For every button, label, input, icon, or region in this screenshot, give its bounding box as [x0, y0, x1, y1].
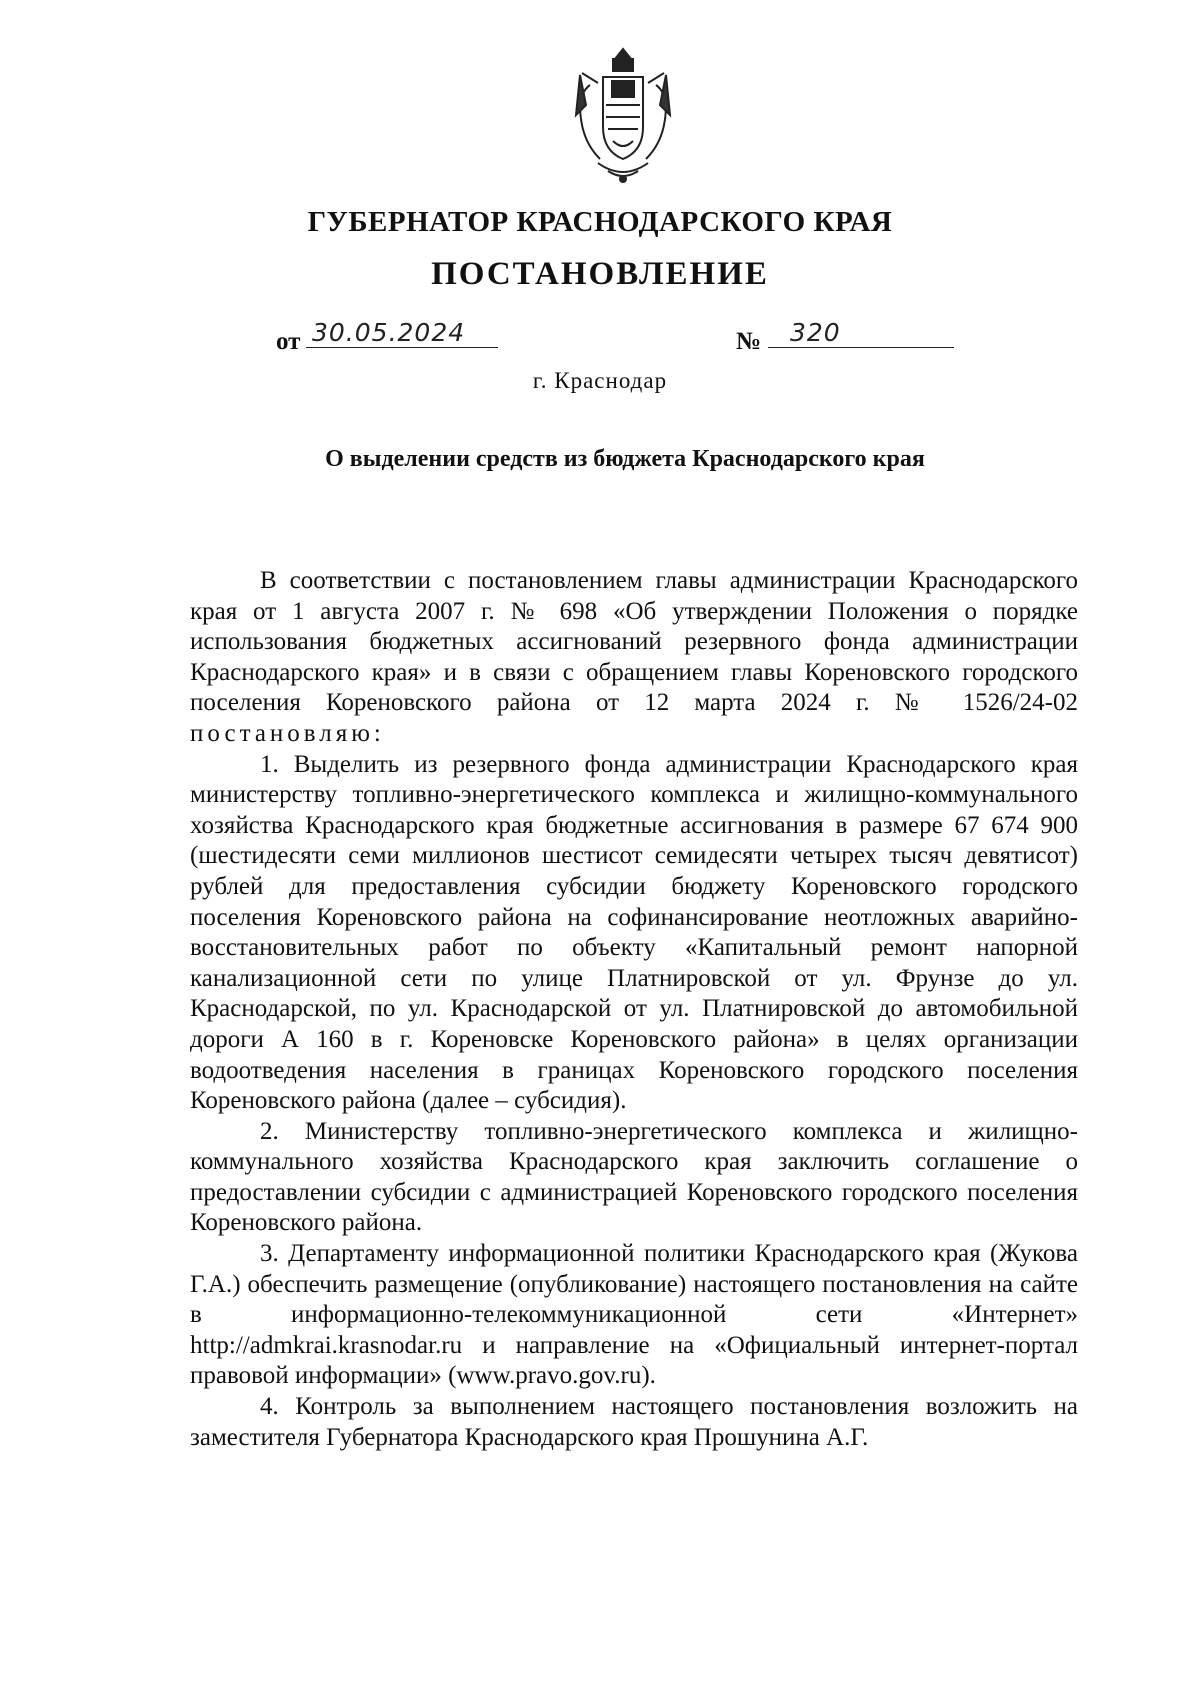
document-date: 30.05.2024	[312, 318, 466, 347]
clause-3: 3. Департаменту информационной политики Краснодарского края (Жукова Г.А.) обеспечить размещение (опубликование) настоящего постановления на сайте в информационно-телекоммуникационной сети «Интернет» http://admkrai.krasnodar.ru и направление на «Официальный интернет-портал правовой информации» (www.pravo.gov.ru).	[190, 1240, 1078, 1390]
clause-2: 2. Министерству топливно-энергетического комплекса и жилищно-коммунального хозяйства Краснодарского края заключить соглашение о предоставлении субсидии с администрацией Кореновского городского поселения Кореновского района.	[190, 1117, 1078, 1237]
document-number: 320	[790, 318, 841, 347]
clause-4: 4. Контроль за выполнением настоящего постановления возложить на заместителя Губернатора Краснодарского края Прошунина А.Г.	[190, 1393, 1078, 1451]
issuing-authority: ГУБЕРНАТОР КРАСНОДАРСКОГО КРАЯ	[307, 206, 893, 238]
preamble-paragraph	[190, 566, 1078, 750]
number-underline	[768, 347, 954, 348]
krasnodar-coat-of-arms-icon	[568, 45, 678, 185]
document-type-title: ПОСТАНОВЛЕНИЕ	[431, 256, 769, 292]
date-underline	[306, 347, 498, 348]
issue-city: г. Краснодар	[532, 368, 668, 393]
date-prefix: от	[276, 328, 301, 355]
number-prefix: №	[736, 328, 762, 355]
document-subject: О выделении средств из бюджета Краснодарского края	[325, 446, 925, 472]
document-body	[190, 566, 1078, 1453]
preamble-text: В соответствии с постановлением главы администрации Краснодарского края от 1 августа 2007 г. № 698 «Об утверждении Положения о порядке использования бюджетных ассигнований резервного фонда администрации Краснодарского края» и в связи с обращением главы Кореновского городского поселения Кореновского района от 12 марта 2024 г. № 1526/24-02	[190, 567, 1078, 717]
resolve-word: постановляю:	[190, 719, 385, 747]
clause-1: 1. Выделить из резервного фонда администрации Краснодарского края министерству топливно-энергетического комплекса и жилищно-коммунального хозяйства Краснодарского края бюджетные ассигнования в размере 67 674 900 (шестидесяти семи миллионов шестисот семидесяти четырех тысяч девятисот) рублей для предоставления субсидии бюджету Кореновского городского поселения Кореновского района на софинансирование неотложных аварийно-восстановительных работ по объекту «Капитальный ремонт напорной канализационной сети по улице Платнировской от ул. Фрунзе до ул. Краснодарской, по ул. Краснодарской от ул. Платнировской до автомобильной дороги А 160 в г. Кореновске Кореновского района» в целях организации водоотведения населения в границах Кореновского городского поселения Кореновского района (далее – субсидия).	[190, 750, 1078, 1115]
